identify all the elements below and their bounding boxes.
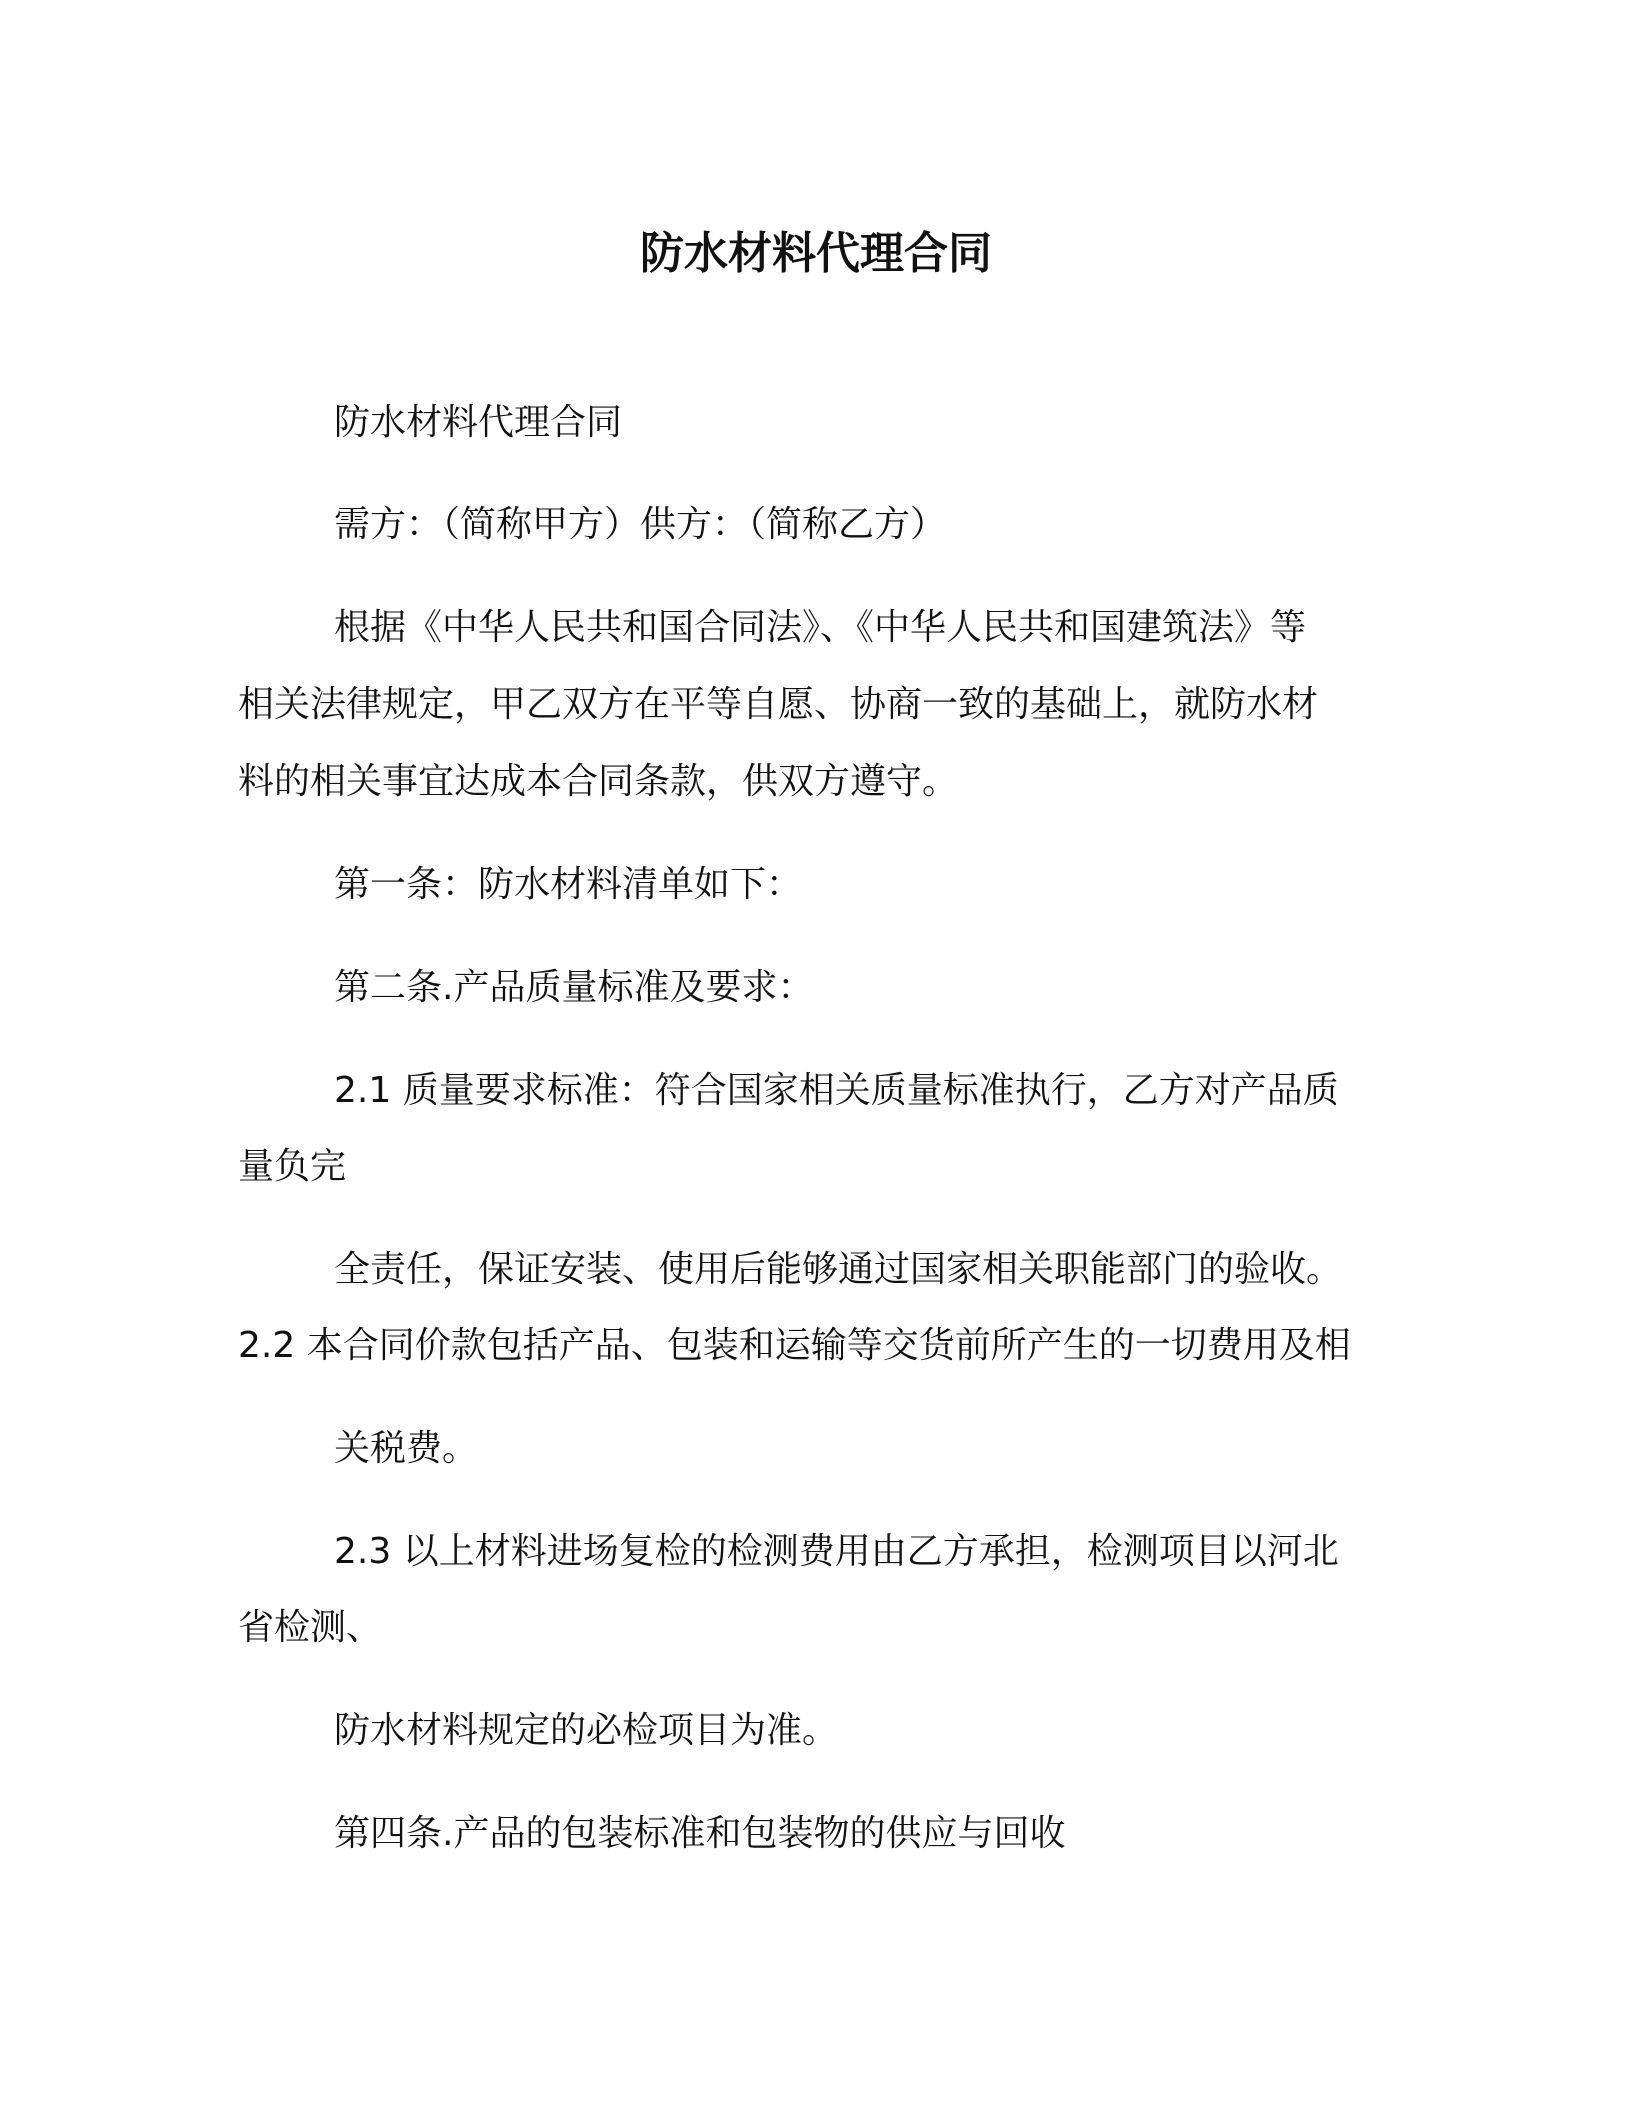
clause-2-1-line-1: 2.1 质量要求标准：符合国家相关质量标准执行，乙方对产品质 [334,1070,1339,1111]
clause-2-2-line-1: 2.2 本合同价款包括产品、包装和运输等交货前所产生的一切费用及相 [238,1325,1351,1366]
clause-2-3-line-3: 防水材料规定的必检项目为准。 [334,1710,839,1751]
clause-2-2-line-2: 关税费。 [334,1428,479,1469]
clause-2-1-line-3: 全责任，保证安装、使用后能够通过国家相关职能部门的验收。 [334,1249,1343,1290]
subtitle-line: 防水材料代理合同 [334,402,623,443]
article-2-heading: 第二条.产品质量标准及要求： [334,967,814,1008]
clause-2-1-line-2: 量负完 [238,1146,347,1187]
clause-2-3-line-1: 2.3 以上材料进场复检的检测费用由乙方承担，检测项目以河北 [334,1531,1339,1572]
preamble-line-1: 根据《中华人民共和国合同法》、《中华人民共和国建筑法》等 [334,607,1307,648]
document-title: 防水材料代理合同 [640,228,992,279]
parties-line: 需方：（简称甲方）供方：（简称乙方） [334,504,947,545]
article-4-heading: 第四条.产品的包装标准和包装物的供应与回收 [334,1813,1066,1854]
preamble-line-2: 相关法律规定，甲乙双方在平等自愿、协商一致的基础上，就防水材 [238,684,1319,725]
preamble-line-3: 料的相关事宜达成本合同条款，供双方遵守。 [238,761,959,802]
article-1-heading: 第一条：防水材料清单如下： [334,864,803,905]
clause-2-3-line-2: 省检测、 [238,1607,383,1648]
